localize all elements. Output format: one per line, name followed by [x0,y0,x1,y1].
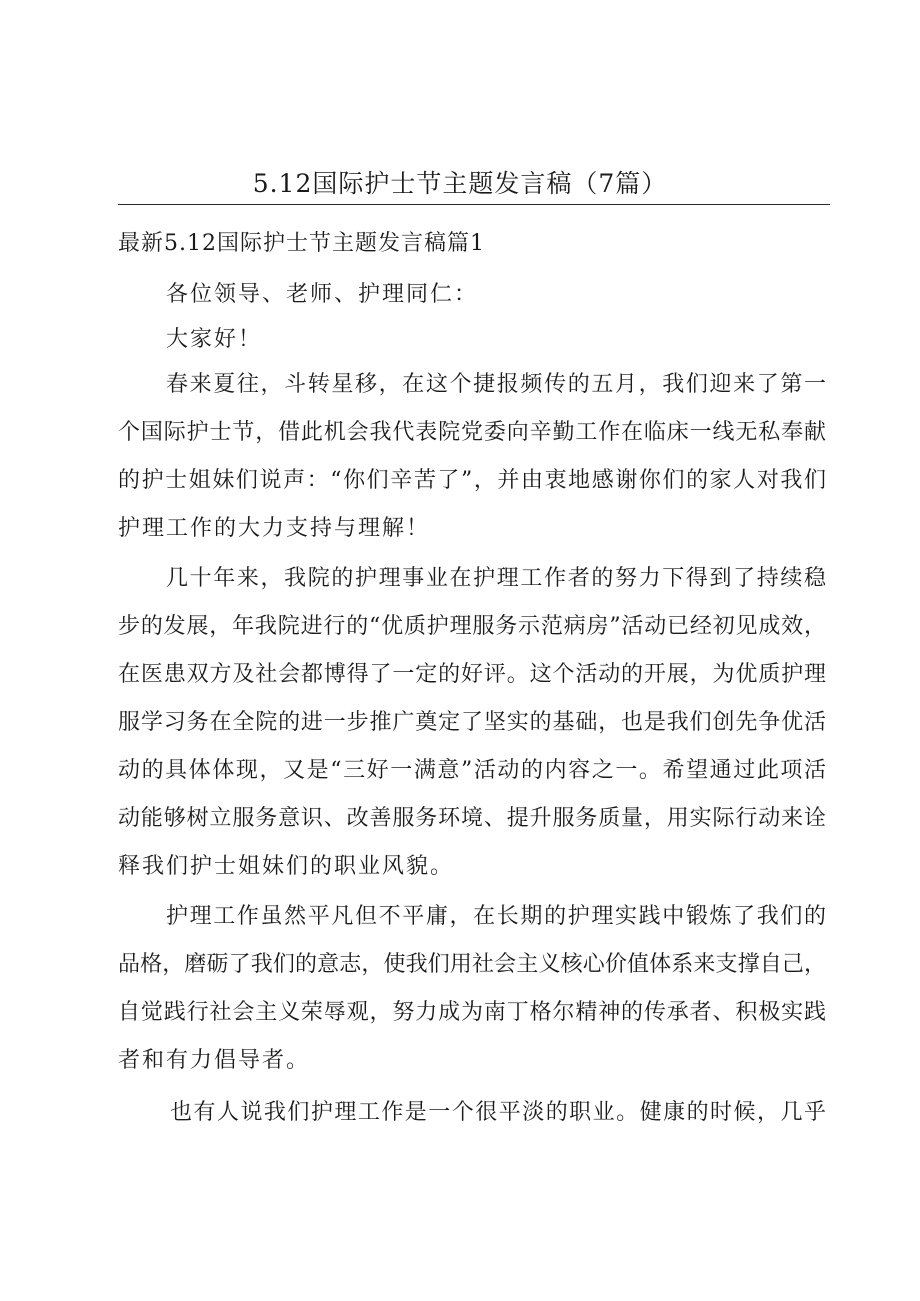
paragraph-line: 个国际护士节，借此机会我代表院党委向辛勤工作在临床一线无私奉献 [118,420,826,445]
paragraph-line: 服学习务在全院的进一步推广奠定了坚实的基础，也是我们创先争优活 [118,710,826,735]
greeting-line: 大家好！ [166,327,263,352]
paragraph-line: 动能够树立服务意识、改善服务环境、提升服务质量，用实际行动来诠 [118,806,826,831]
title-underline [118,204,830,205]
paragraph-line: 者和有力倡导者。 [118,1048,311,1073]
paragraph-line: 动的具体体现，又是“三好一满意”活动的内容之一。希望通过此项活 [118,758,826,783]
paragraph-line: 春来夏往，斗转星移，在这个捷报频传的五月，我们迎来了第一 [166,372,826,397]
paragraph-line: 步的发展，年我院进行的“优质护理服务示范病房”活动已经初见成效， [118,614,826,639]
salutation-line: 各位领导、老师、护理同仁： [166,282,479,307]
paragraph-line: 品格，磨砺了我们的意志，使我们用社会主义核心价值体系来支撑自己， [118,952,826,977]
paragraph-line: 释我们护士姐妹们的职业风貌。 [118,854,455,879]
paragraph-line: 自觉践行社会主义荣辱观，努力成为南丁格尔精神的传承者、积极实践 [118,1000,826,1025]
paragraph-line: 护理工作的大力支持与理解！ [118,516,431,541]
paragraph-line: 几十年来，我院的护理事业在护理工作者的努力下得到了持续稳 [166,566,826,591]
paragraph-line: 护理工作虽然平凡但不平庸，在长期的护理实践中锻炼了我们的 [166,904,826,929]
section-heading: 最新5.12国际护士节主题发言稿篇1 [118,231,485,256]
paragraph-line: 的护士姐妹们说声：“你们辛苦了”，并由衷地感谢你们的家人对我们 [118,468,826,493]
document-title: 5.12国际护士节主题发言稿（7篇） [252,169,668,198]
paragraph-line: 也有人说我们护理工作是一个很平淡的职业。健康的时候，几乎 [170,1100,826,1125]
paragraph-line: 在医患双方及社会都博得了一定的好评。这个活动的开展，为优质护理 [118,662,826,687]
